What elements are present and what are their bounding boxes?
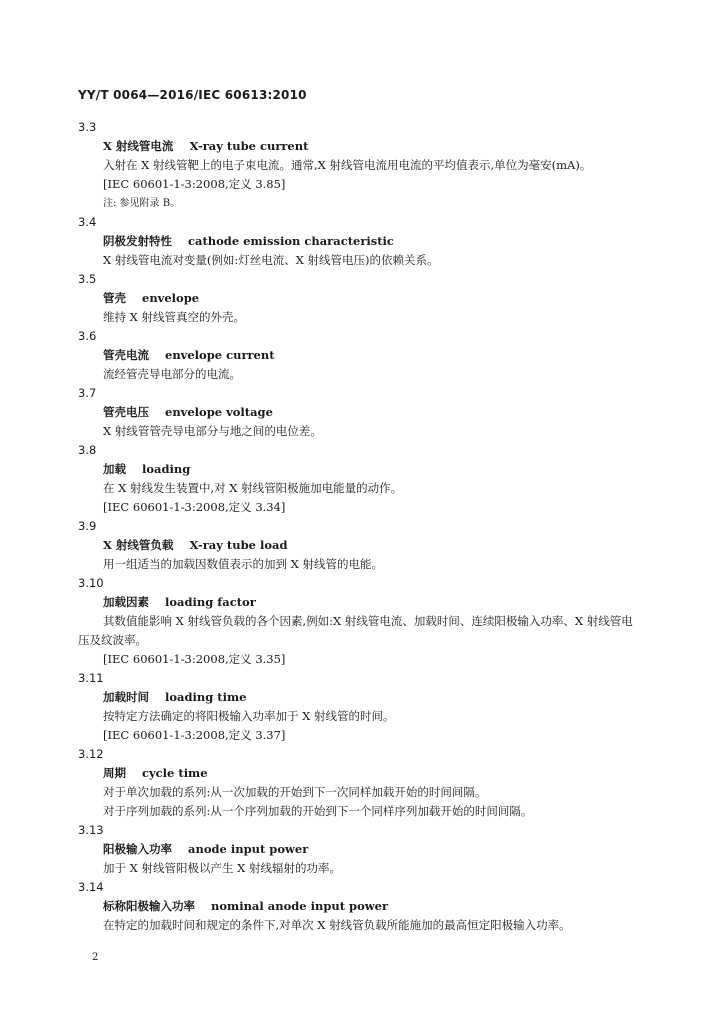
definition-3-9 <box>78 517 658 574</box>
term-en: envelope <box>142 291 200 305</box>
term-en: X-ray tube load <box>189 538 288 552</box>
definition-text: 加于 X 射线管阳极以产生 X 射线辐射的功率。 <box>103 861 341 875</box>
term-en: X-ray tube current <box>189 139 309 153</box>
definition-3-8 <box>78 441 658 517</box>
term-en: envelope voltage <box>165 405 273 419</box>
definition-text: 在 X 射线发生装置中,对 X 射线管阳极施加电能量的动作。 <box>103 481 403 495</box>
definition-3-12 <box>78 745 658 821</box>
term-heading <box>78 403 658 422</box>
term-zh: 标称阳极输入功率 <box>103 899 195 913</box>
definition-3-10 <box>78 574 658 669</box>
term-zh: 阳极输入功率 <box>103 842 172 856</box>
clause-number: 3.9 <box>78 519 97 533</box>
term-en: anode input power <box>188 842 309 856</box>
term-heading <box>78 137 658 156</box>
term-heading <box>78 688 658 707</box>
definition-text: 其数值能影响 X 射线管负载的各个因素,例如:X 射线管电流、加载时间、连续阳极输入功率、X 射线管电压及纹波率。 <box>78 614 633 647</box>
definition-text: 用一组适当的加载因数值表示的加到 X 射线管的电能。 <box>103 557 383 571</box>
clause-number: 3.7 <box>78 386 97 400</box>
clause-number: 3.12 <box>78 747 104 761</box>
definition-text: 按特定方法确定的将阳极输入功率加于 X 射线管的时间。 <box>103 709 395 723</box>
term-zh: 阴极发射特性 <box>103 234 172 248</box>
definition-3-13 <box>78 821 658 878</box>
term-heading <box>78 346 658 365</box>
term-heading <box>78 764 658 783</box>
definition-3-14 <box>78 878 658 935</box>
note-text: 注: 参见附录 B。 <box>103 198 181 209</box>
term-zh: 管壳电流 <box>103 348 149 362</box>
term-zh: 加载 <box>103 462 126 476</box>
clause-number: 3.10 <box>78 576 104 590</box>
definition-text: X 射线管管壳导电部分与地之间的电位差。 <box>103 424 322 438</box>
term-en: loading <box>142 462 191 476</box>
term-heading <box>78 593 658 612</box>
definition-3-5 <box>78 270 658 327</box>
definitions-list <box>78 118 658 935</box>
term-en: envelope current <box>165 348 275 362</box>
term-en: nominal anode input power <box>211 899 389 913</box>
term-zh: 管壳 <box>103 291 126 305</box>
definition-3-7 <box>78 384 658 441</box>
source-reference: [IEC 60601-1-3:2008,定义 3.85] <box>103 177 286 191</box>
clause-number: 3.11 <box>78 671 104 685</box>
definition-text: 对于序列加载的系列:从一个序列加载的开始到下一个同样序列加载开始的时间间隔。 <box>103 804 533 818</box>
clause-number: 3.13 <box>78 823 104 837</box>
term-heading <box>78 536 658 555</box>
clause-number: 3.3 <box>78 120 97 134</box>
definition-3-11 <box>78 669 658 745</box>
clause-number: 3.8 <box>78 443 97 457</box>
clause-number: 3.4 <box>78 215 97 229</box>
clause-number: 3.6 <box>78 329 97 343</box>
term-zh: 周期 <box>103 766 126 780</box>
term-en: cycle time <box>142 766 208 780</box>
term-zh: 加载时间 <box>103 690 149 704</box>
term-heading <box>78 232 658 251</box>
definition-3-3 <box>78 118 658 213</box>
term-en: loading time <box>165 690 247 704</box>
definition-text: X 射线管电流对变量(例如:灯丝电流、X 射线管电压)的依赖关系。 <box>103 253 439 267</box>
term-zh: X 射线管负载 <box>103 538 174 552</box>
source-reference: [IEC 60601-1-3:2008,定义 3.35] <box>103 652 286 666</box>
document-header: YY/T 0064—2016/IEC 60613:2010 <box>78 88 307 102</box>
term-en: loading factor <box>165 595 256 609</box>
term-zh: 加载因素 <box>103 595 149 609</box>
term-heading <box>78 289 658 308</box>
source-reference: [IEC 60601-1-3:2008,定义 3.37] <box>103 728 286 742</box>
term-en: cathode emission characteristic <box>188 234 394 248</box>
source-reference: [IEC 60601-1-3:2008,定义 3.34] <box>103 500 286 514</box>
definition-text: 在特定的加载时间和规定的条件下,对单次 X 射线管负载所能施加的最高恒定阳极输入功率。 <box>103 918 571 932</box>
clause-number: 3.5 <box>78 272 97 286</box>
term-zh: X 射线管电流 <box>103 139 174 153</box>
definition-3-6 <box>78 327 658 384</box>
term-heading <box>78 897 658 916</box>
term-heading <box>78 460 658 479</box>
page-number: 2 <box>92 952 99 963</box>
term-heading <box>78 840 658 859</box>
definition-text: 入射在 X 射线管靶上的电子束电流。通常,X 射线管电流用电流的平均值表示,单位为毫安(mA)。 <box>103 158 592 172</box>
definition-text: 维持 X 射线管真空的外壳。 <box>103 310 245 324</box>
term-zh: 管壳电压 <box>103 405 149 419</box>
clause-number: 3.14 <box>78 880 104 894</box>
definition-3-4 <box>78 213 658 270</box>
definition-text: 流经管壳导电部分的电流。 <box>103 367 241 381</box>
definition-text: 对于单次加载的系列:从一次加载的开始到下一次同样加载开始的时间间隔。 <box>103 785 487 799</box>
